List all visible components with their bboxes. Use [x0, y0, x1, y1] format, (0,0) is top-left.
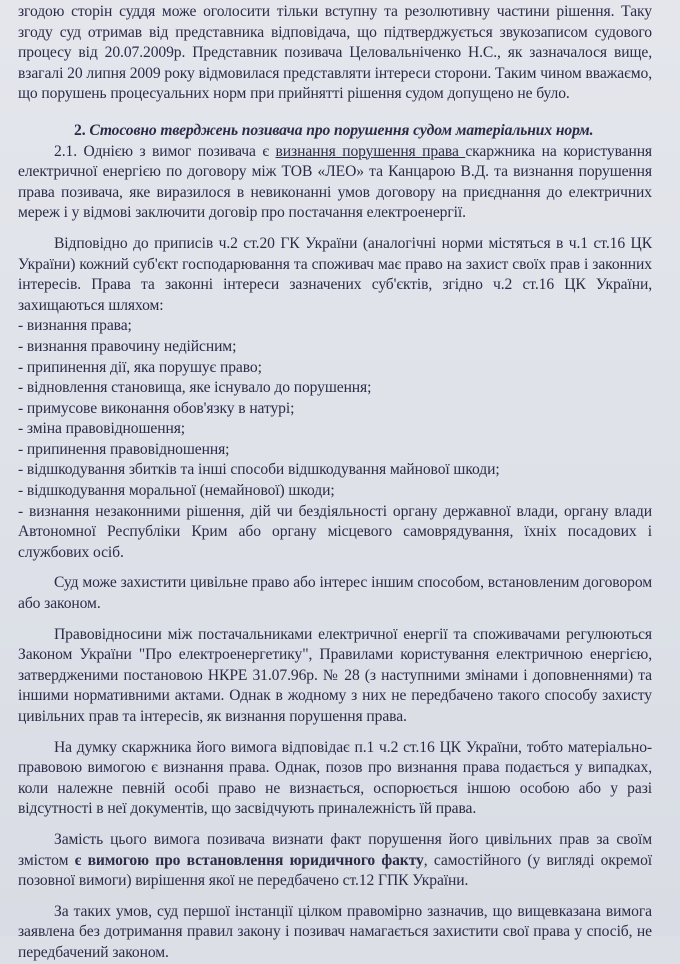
paragraph-legal-basis: Відповідно до приписів ч.2 ст.20 ГК України (аналогічні норми містяться в ч.1 ст.16 ЦК України) кожний суб'єкт господарювання та споживач має право на захист своїх прав і законних інтересів. Права та законні інтереси зазначених суб'єктів, згідно ч.2 ст.16 ЦК України, захищаються шляхом:: [18, 234, 652, 314]
paragraph-2-1-lead: Однією з вимог позивача є: [77, 142, 276, 160]
list-item: - зміна правовідношення;: [18, 420, 186, 438]
section-2-heading: [18, 121, 652, 142]
protection-methods-list: [18, 316, 652, 563]
list-item: - припинення дії, яка порушує право;: [18, 358, 262, 376]
paragraph-procedural-conclusion: згодою сторін суддя може оголосити тільки вступну та резолютивну частини рішення. Таку згоду суд отримав від представника відповідача, що підтверджується звукозаписом судового процесу від 20.07.2009р. Представник позивача Целовальніченко Н.С., як зазначалося вище, взагалі 20 липня 2009 року відмовилася представляти інтереси сторони. Таким чином вважаємо, що порушень процесуальних норм при прийнятті рішення судом допущено не було.: [18, 3, 652, 103]
list-item: - примусове виконання обов'язку в натурі;: [18, 399, 295, 417]
list-item: - відновлення становища, яке існувало до порушення;: [18, 379, 372, 397]
section-2-number: 2.: [74, 121, 86, 139]
paragraph-instead-rest: , самостійного (у вигляді окремої позовної вимоги) вирішення якої не передбачено ст.12 ГПК України.: [18, 851, 652, 890]
paragraph-conclusion: За таких умов, суд першої інстанції цілком правомірно зазначив, що вищевказана вимога заявлена без дотримання правил закону і позивач намагається захистити свої права у спосіб, не передбачений законом.: [18, 902, 652, 961]
paragraph-2-1-number: 2.1.: [54, 142, 77, 160]
list-item: - відшкодування збитків та інші способи відшкодування майнової шкоди;: [18, 461, 500, 479]
paragraph-instead-lead: Замість цього вимога позивача визнати факт порушення його цивільних прав за своїм змістом: [18, 830, 652, 869]
paragraph-2-1: [18, 142, 652, 224]
paragraph-2-1-rest: скаржника на користування електричної енергією по договору між ТОВ «ЛЕО» та Канцарою В.Д. та визнання порушення права позивача, яке виразилося в невиконанні умов договору на приєднання до електричних мереж і у відмові заключити договір про постачання електроенергії.: [18, 142, 653, 222]
list-item: - визнання права;: [18, 317, 132, 335]
bold-phrase: є вимогою про встановлення юридичного факту: [74, 851, 424, 869]
list-item: - відшкодування моральної (немайнової) шкоди;: [18, 482, 335, 500]
paragraph-court-protection: Суд може захистити цивільне право або інтерес іншим способом, встановленим договором або законом.: [18, 574, 652, 613]
underlined-phrase: визнання порушення права: [275, 142, 466, 160]
section-2-title: Стосовно тверджень позивача про порушення судом матеріальних норм.: [89, 121, 594, 139]
list-item: - визнання незаконними рішення, дій чи бездіяльності органу державної влади, органу влади Автономної Республіки Крим або органу місцевого самоврядування, їхніх посадових і службових осіб.: [18, 502, 652, 561]
paragraph-legal-relations: Правовідносини між постачальниками електричної енергії та споживачами регулюються Законом України "Про електроенергетику", Правилами користування електричною енергією, затвердженими постановою НКРЕ 31.07.96р. № 28 (з наступними змінами і доповненнями) та іншими нормативними актами. Однак в жодному з них не передбачено такого способу захисту цивільних прав та інтересів, як визнання порушення права.: [18, 625, 652, 725]
list-item: - припинення правовідношення;: [18, 440, 230, 458]
list-item: - визнання правочину недійсним;: [18, 337, 237, 355]
paragraph-instead: [18, 830, 652, 892]
paragraph-complainant-opinion: На думку скаржника його вимога відповідає п.1 ч.2 ст.16 ЦК України, тобто матеріально-правовою вимогою є визнання права. Однак, позов про визнання права подається у випадках, коли належне певній особі право не визнається, оспорюється іншою особою або у разі відсутності в неї документів, що засвідчують приналежність їй права.: [18, 738, 652, 818]
